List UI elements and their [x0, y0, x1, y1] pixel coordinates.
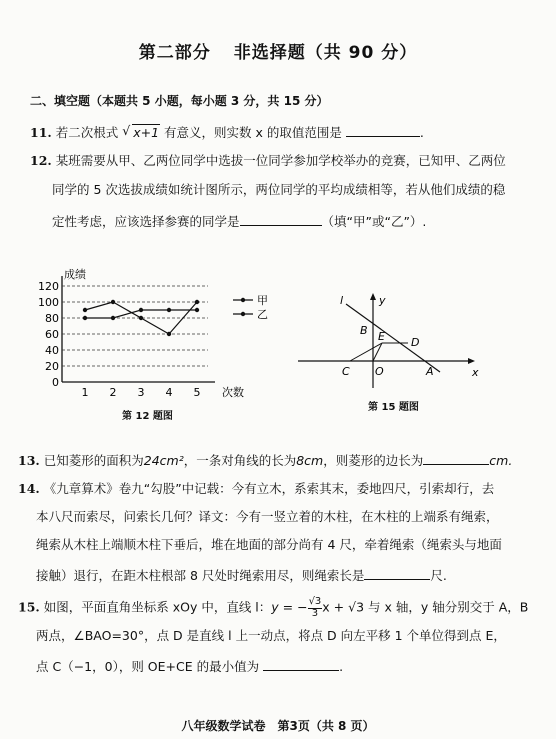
coordinate-figure: [290, 292, 490, 392]
data-point: [139, 316, 143, 320]
line-l: [346, 304, 440, 372]
y-axis-label: 成绩: [64, 268, 86, 281]
label-e: E: [378, 330, 385, 343]
data-point: [139, 308, 143, 312]
q13-text: ，一条对角线的长为: [183, 453, 297, 468]
q14-text: 《九章算术》卷九“勾股”中记载：今有立木，系索其末，委地四尺，引索却行，去: [43, 481, 495, 496]
score-line-chart: [30, 266, 290, 402]
equation-fraction: [308, 597, 323, 619]
q12-text: 某班需要从甲、乙两位同学中选拔一位同学参加学校举办的竞赛，已知甲、乙两位: [55, 153, 506, 168]
label-c: C: [342, 365, 350, 378]
question-number: 12.: [30, 153, 52, 168]
question-number: 11.: [30, 125, 52, 140]
answer-blank: [346, 124, 420, 137]
x-tick-label: 5: [193, 386, 201, 399]
equation-lhs: y = −: [271, 599, 308, 615]
legend-label: 乙: [257, 308, 268, 321]
y-axis-arrow-icon: [370, 293, 376, 300]
q11-end: .: [419, 125, 424, 140]
question-15-line3: [36, 658, 343, 674]
y-tick-label: 80: [45, 312, 59, 325]
q14-text: 尺.: [430, 568, 447, 583]
unit-label: cm.: [489, 453, 513, 468]
question-12-line3: [52, 213, 426, 229]
question-11: [30, 124, 424, 140]
q13-text: 已知菱形的面积为: [43, 453, 144, 468]
data-point: [167, 308, 171, 312]
legend-marker: [241, 298, 245, 302]
q13-text: ，则菱形的边长为: [323, 453, 424, 468]
legend-marker: [241, 312, 245, 316]
question-15-line2: 两点，∠BAO=30°，点 D 是直线 l 上一动点，将点 D 向左平移 1 个单位得到点 E，: [36, 628, 506, 643]
question-number: 15.: [18, 599, 40, 615]
label-y: y: [379, 294, 386, 307]
label-a: A: [426, 365, 434, 378]
q15-text: .: [339, 659, 344, 674]
y-tick-label: 40: [45, 344, 59, 357]
figure-12-caption: 第 12 题图: [122, 411, 173, 422]
x-tick-label: 2: [109, 386, 117, 399]
sqrt-expression: [122, 123, 160, 140]
y-tick-label: 60: [45, 328, 59, 341]
diagonal-value: 8cm: [296, 453, 324, 468]
data-point: [111, 316, 115, 320]
q15-text: 如图，平面直角坐标系 xOy 中，直线 l：: [43, 599, 272, 615]
x-tick-label: 1: [81, 386, 89, 399]
label-d: D: [411, 336, 420, 349]
question-number: 13.: [18, 453, 40, 468]
y-tick-label: 100: [38, 296, 59, 309]
q12-text: 定性考虑，应该选择参赛的同学是: [52, 214, 240, 229]
page-footer: 八年级数学试卷 第3页（共 8 页）: [181, 719, 375, 733]
question-number: 14.: [18, 481, 40, 496]
answer-blank: [240, 213, 322, 226]
data-point: [167, 332, 171, 336]
q15-text: 点 C（−1，0），则 OE+CE 的最小值为: [36, 659, 260, 674]
chart-layer: [38, 267, 268, 399]
question-14-line1: [18, 483, 494, 496]
y-tick-label: 120: [38, 280, 59, 293]
data-point: [195, 308, 199, 312]
question-14-line2: 本八尺而索尽，问索长几何？译文：今有一竖立着的木柱，在木柱的上端系有绳索，: [36, 509, 499, 524]
question-12-line1: [30, 155, 506, 168]
area-value: 24cm²: [143, 453, 184, 468]
page-title: [0, 38, 556, 63]
question-14-line4: [36, 567, 447, 583]
radicand: x+1: [133, 125, 160, 140]
x-axis-label: 次数: [222, 386, 244, 399]
q15-text: x + √3 与 x 轴，y 轴分别交于 A，B: [322, 599, 529, 615]
part-label: 第二部分: [138, 43, 211, 63]
q11-pre: 若二次根式: [55, 125, 119, 140]
section-title: 二、填空题（本题共 5 小题，每小题 3 分，共 15 分）: [30, 94, 329, 108]
question-12-line2: 同学的 5 次选拔成绩如统计图所示，两位同学的平均成绩相等，若从他们成绩的稳: [52, 182, 506, 197]
label-l: l: [340, 294, 344, 307]
fraction-denominator: 3: [311, 607, 319, 619]
label-o: O: [375, 365, 384, 378]
question-14-line3: 绳索从木柱上端顺木柱下垂后，堆在地面的部分尚有 4 尺，牵着绳索（绳索头与地面: [36, 537, 502, 552]
data-point: [83, 308, 87, 312]
data-point: [83, 316, 87, 320]
figure-15-caption: 第 15 题图: [368, 402, 419, 413]
legend-label: 甲: [257, 294, 268, 307]
fraction-numerator: √3: [308, 596, 322, 607]
label-x: x: [472, 366, 479, 379]
y-tick-label: 20: [45, 360, 59, 373]
answer-blank: [423, 452, 489, 465]
q14-text: 接触）退行，在距木柱根部 8 尺处时绳索用尽，则绳索长是: [36, 568, 365, 583]
question-15-line1: [18, 597, 528, 619]
data-point: [111, 300, 115, 304]
q11-post: 有意义，则实数 x 的取值范围是: [164, 125, 342, 140]
x-axis-arrow-icon: [468, 358, 475, 364]
answer-blank: [263, 658, 339, 671]
radical-sign-icon: √: [122, 123, 131, 138]
x-tick-label: 4: [165, 386, 173, 399]
answer-blank: [364, 567, 430, 580]
y-tick-label: 0: [52, 376, 59, 389]
x-tick-label: 3: [137, 386, 145, 399]
part-title: 非选择题（共 90 分）: [233, 43, 418, 63]
data-point: [195, 300, 199, 304]
question-13: [18, 452, 512, 468]
q12-text: （填“甲”或“乙”）.: [321, 214, 427, 229]
label-b: B: [360, 324, 368, 337]
